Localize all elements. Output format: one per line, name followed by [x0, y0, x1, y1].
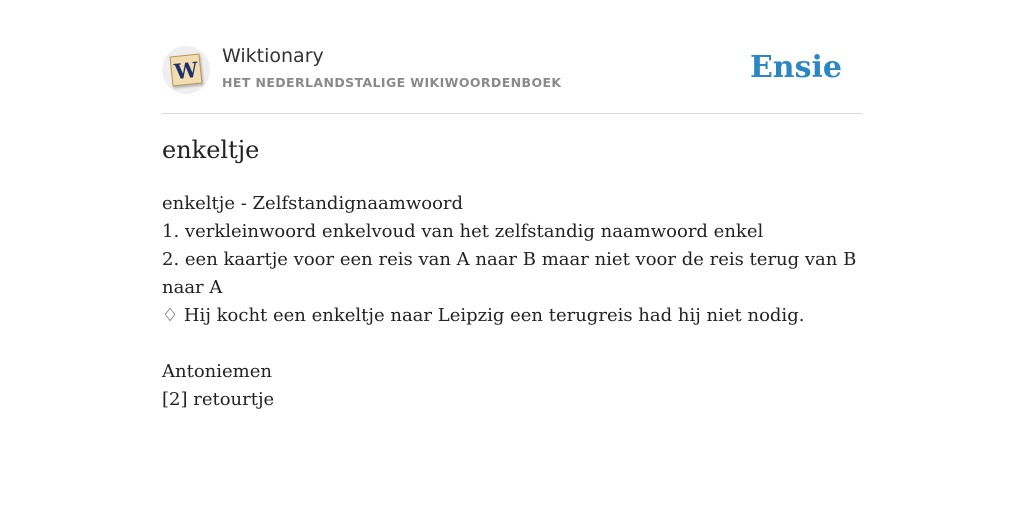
spacer [162, 330, 862, 358]
site-subtitle: HET NEDERLANDSTALIGE WIKIWOORDENBOEK [222, 75, 562, 90]
wiktionary-logo[interactable] [162, 46, 210, 94]
antonyms-label: Antoniemen [162, 361, 272, 382]
site-name[interactable]: Wiktionary [222, 45, 324, 67]
example-sentence: ♢ Hij kocht een enkeltje naar Leipzig een terugreis had hij niet nodig. [162, 305, 805, 326]
antonyms-list: [2] retourtje [162, 389, 275, 410]
logo-tile-icon [170, 54, 203, 87]
entry-body [162, 190, 862, 414]
entry-heading-line: enkeltje - Zelfstandignaamwoord [162, 193, 464, 214]
entry-card [162, 0, 862, 410]
definition-1: 1. verkleinwoord enkelvoud van het zelfstandig naamwoord enkel [162, 221, 764, 242]
definition-2: 2. een kaartje voor een reis van A naar B maar niet voor de reis terug van B naar A [162, 249, 857, 298]
logo-letter: W [173, 56, 200, 85]
page-title: enkeltje [162, 136, 260, 164]
site-header [162, 0, 862, 114]
ensie-brand-logo[interactable]: Ensie [749, 50, 842, 85]
